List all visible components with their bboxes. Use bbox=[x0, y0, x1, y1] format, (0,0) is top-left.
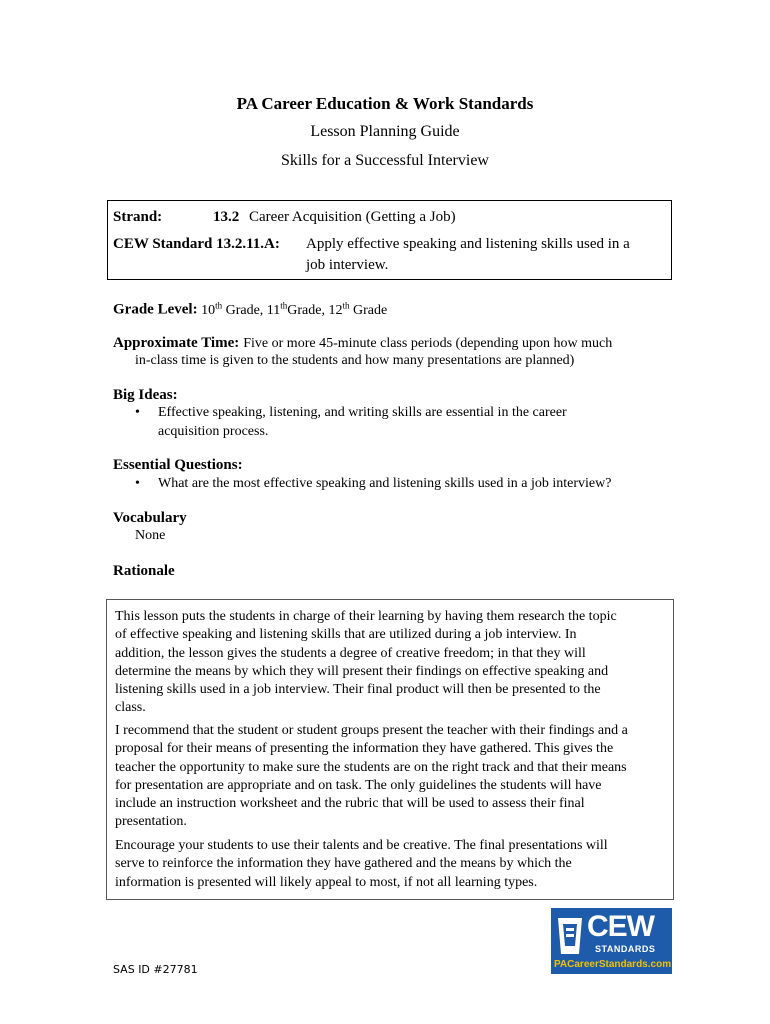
rationale-paragraph-3: Encourage your students to use their talents and be creative. The final presentations will serve to reinforce the information they have gathered and the means by which the information is presented will likely appeal to most, if not all learning types. bbox=[115, 838, 608, 890]
rationale-box bbox=[106, 599, 674, 900]
grade-11: 11thGrade, bbox=[266, 300, 325, 318]
standard-text-line2: job interview. bbox=[306, 257, 389, 273]
grade-10: 10th Grade, bbox=[201, 300, 264, 318]
keystone-icon bbox=[555, 916, 585, 956]
standard-label: CEW Standard 13.2.11.A: bbox=[113, 236, 280, 252]
bullet-icon: • bbox=[135, 405, 140, 420]
standard-text-line1: Apply effective speaking and listening skills used in a bbox=[306, 236, 630, 252]
big-ideas-label: Big Ideas: bbox=[113, 387, 178, 403]
approximate-time-line1: Five or more 45-minute class periods (depending upon how much bbox=[243, 336, 613, 351]
logo-sub-text: STANDARDS bbox=[595, 944, 656, 954]
strand-label: Strand: bbox=[113, 209, 163, 225]
document-subtitle: Lesson Planning Guide bbox=[310, 123, 460, 140]
lesson-title: Skills for a Successful Interview bbox=[281, 152, 489, 169]
big-ideas-item-line2: acquisition process. bbox=[158, 424, 269, 439]
grade-level-label: Grade Level: bbox=[113, 301, 198, 318]
logo-url: PACareerStandards.com bbox=[554, 959, 672, 970]
essential-questions-item: What are the most effective speaking and listening skills used in a job interview? bbox=[158, 476, 612, 491]
strand-code: 13.2 bbox=[213, 209, 240, 225]
vocabulary-value: None bbox=[135, 528, 166, 543]
approximate-time-label: Approximate Time: bbox=[113, 335, 240, 351]
big-ideas-item-line1: Effective speaking, listening, and writing skills are essential in the career bbox=[158, 405, 567, 420]
rationale-paragraph-2: I recommend that the student or student groups present the teacher with their findings and a proposal for their means of presenting the information they have gathered. This gives the teacher the opportunity to make sure the students are on the right track and that their means for presentation are appropriate and on task. The only guidelines the students will have include an instruction worksheet and the rubric that will be used to assess their final presentation. bbox=[115, 723, 628, 830]
rationale-paragraph-1: This lesson puts the students in charge of their learning by having them research the topic of effective speaking and listening skills that are utilized during a job interview. In addition, the lesson gives the students a degree of creative freedom; in that they will determine the means by which they will present their findings on effective speaking and listening skills used in a job interview. Their final product will then be presented to the class. bbox=[115, 609, 617, 716]
bullet-icon: • bbox=[135, 476, 140, 491]
sas-id: SAS ID #27781 bbox=[113, 963, 198, 976]
strand-text: Career Acquisition (Getting a Job) bbox=[249, 209, 456, 225]
logo-main-text: CEW bbox=[587, 910, 654, 943]
approximate-time bbox=[113, 334, 612, 352]
essential-questions-label: Essential Questions: bbox=[113, 457, 243, 473]
rationale-label: Rationale bbox=[113, 563, 175, 579]
cew-standards-logo bbox=[551, 908, 672, 974]
grade-level bbox=[113, 300, 387, 319]
document-title: PA Career Education & Work Standards bbox=[236, 94, 534, 113]
vocabulary-label: Vocabulary bbox=[113, 510, 187, 526]
grade-12: 12th Grade bbox=[328, 300, 388, 318]
approximate-time-line2: in-class time is given to the students and how many presentations are planned) bbox=[135, 353, 575, 368]
